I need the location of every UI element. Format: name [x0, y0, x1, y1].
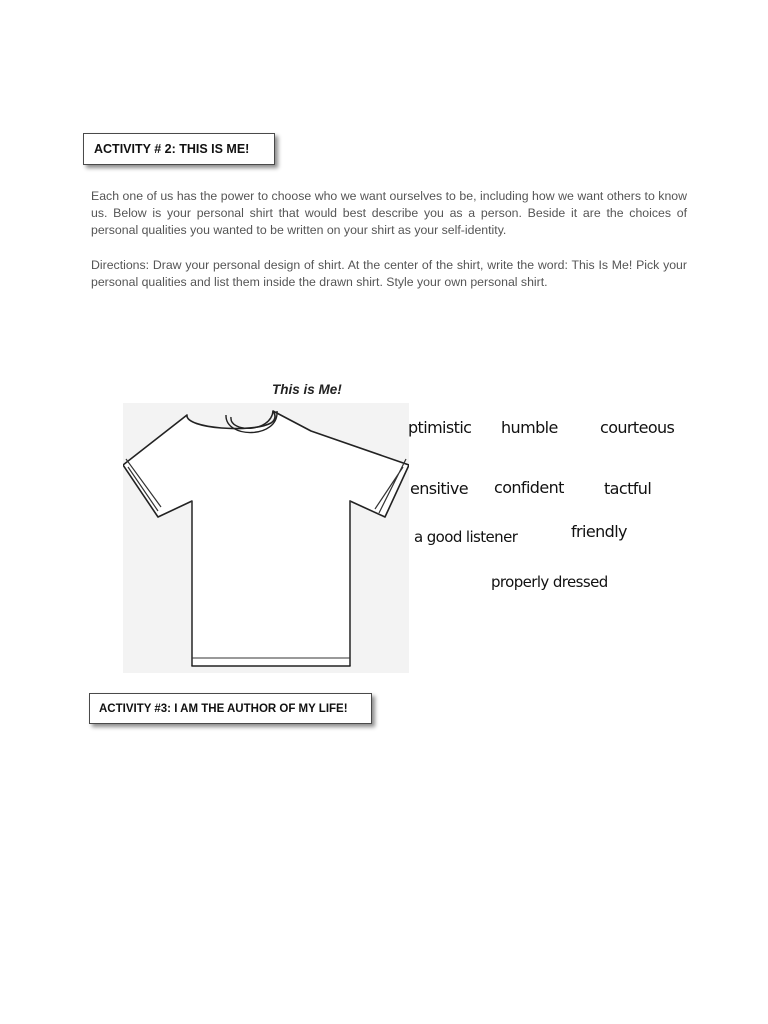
quality-word: ensitive [410, 479, 468, 498]
activity-3-title: ACTIVITY #3: I AM THE AUTHOR OF MY LIFE! [99, 702, 348, 715]
quality-word: tactful [604, 479, 652, 498]
quality-word: properly dressed [491, 573, 608, 591]
quality-word: a good listener [414, 528, 518, 546]
activity-2-header [83, 133, 275, 165]
tshirt-image [123, 403, 409, 673]
activity-2-title: ACTIVITY # 2: THIS IS ME! [94, 142, 250, 156]
directions-paragraph: Directions: Draw your personal design of shirt. At the center of the shirt, write the word: This Is Me! Pick your personal qualities and list them inside the drawn shirt. Style your own personal shirt. [91, 258, 687, 289]
quality-word: courteous [600, 418, 675, 437]
tshirt-icon [123, 403, 409, 673]
shirt-caption: This is Me! [272, 382, 342, 397]
activity-3-header [89, 693, 372, 724]
intro-paragraph: Each one of us has the power to choose who we want ourselves to be, including how we want others to know us. Below is your personal shirt that would best describe you as a person. Beside it are the choices of personal qualities you wanted to be written on your shirt as your self-identity. [91, 189, 687, 237]
quality-word: ptimistic [408, 418, 472, 437]
quality-word: confident [494, 478, 564, 497]
quality-word: humble [501, 418, 558, 437]
quality-word: friendly [571, 522, 627, 541]
